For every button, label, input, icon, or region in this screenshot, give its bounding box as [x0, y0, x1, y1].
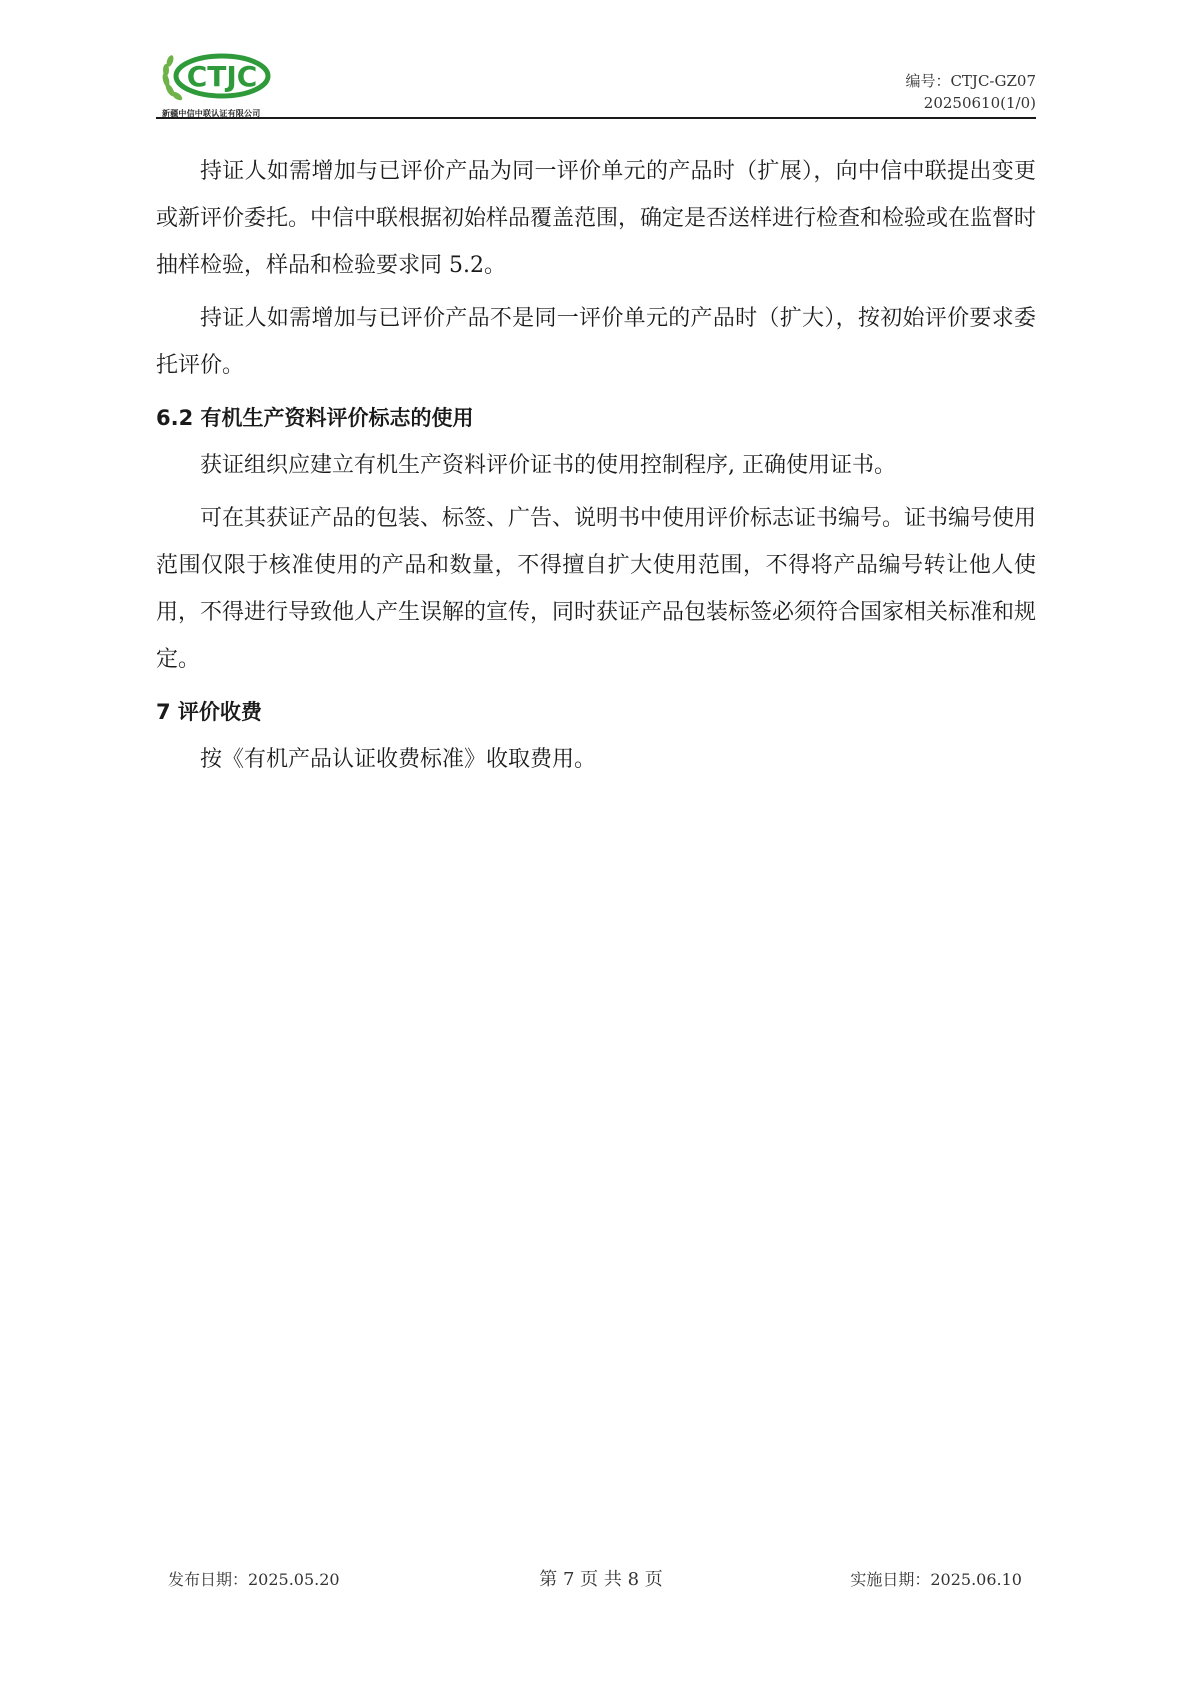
document-version: 20250610(1/0): [923, 94, 1036, 112]
company-logo: [160, 52, 280, 122]
section-heading-6-2: 6.2 有机生产资料评价标志的使用: [156, 406, 474, 430]
document-number: 编号：CTJC-GZ07: [905, 72, 1036, 90]
paragraph-expansion: 持证人如需增加与已评价产品不是同一评价单元的产品时（扩大），按初始评价要求委托评价。: [156, 306, 1036, 378]
paragraph-fees: 按《有机产品认证收费标准》收取费用。: [200, 747, 597, 772]
section-heading-7: 7 评价收费: [156, 700, 262, 724]
logo-text: CTJC: [186, 60, 258, 93]
logo-caption: 新疆中信中联认证有限公司: [162, 109, 261, 118]
page-number: 第 7 页 共 8 页: [539, 1569, 663, 1590]
document-code: [905, 70, 1036, 114]
issue-date: 发布日期：2025.05.20: [168, 1570, 340, 1589]
wheat-logo-icon: [160, 52, 280, 108]
paragraph-certificate-usage: 可在其获证产品的包装、标签、广告、说明书中使用评价标志证书编号。证书编号使用范围仅限于核准使用的产品和数量，不得擅自扩大使用范围，不得将产品编号转让他人使用，不得进行导致他人产生误解的宣传，同时获证产品包装标签必须符合国家相关标准和规定。: [156, 506, 1037, 672]
effective-date: 实施日期：2025.06.10: [850, 1570, 1022, 1589]
paragraph-certificate-control: 获证组织应建立有机生产资料评价证书的使用控制程序, 正确使用证书。: [200, 453, 896, 478]
paragraph-extension: 持证人如需增加与已评价产品为同一评价单元的产品时（扩展），向中信中联提出变更或新评价委托。中信中联根据初始样品覆盖范围，确定是否送样进行检查和检验或在监督时抽样检验，样品和检验要求同 5.2。: [156, 159, 1037, 278]
document-body: [156, 148, 1036, 789]
header-divider: [156, 117, 1036, 119]
